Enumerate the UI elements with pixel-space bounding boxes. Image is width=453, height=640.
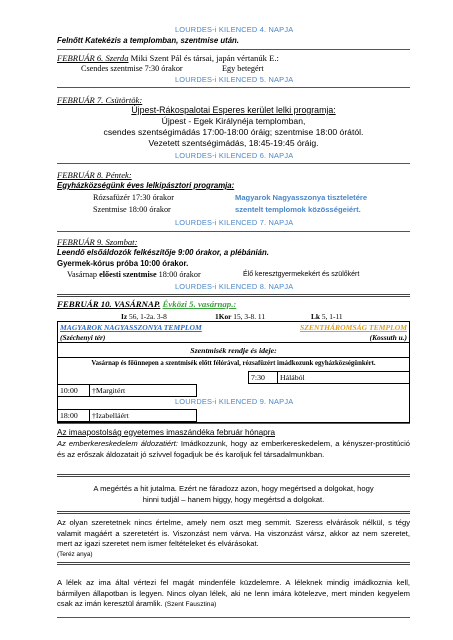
intention-cell: †Izabelláért [90, 410, 197, 422]
reading-3-ref: 5, 1-11 [320, 312, 343, 321]
feb8-heading: Egyházközségünk éves lelkipásztori programja: [57, 181, 235, 190]
schedule-title: Szentmisék rendje és ideje: [190, 346, 277, 355]
novena-day-7: LOURDES-i KILENCED 7. NAPJA [175, 218, 294, 227]
quote3-author: (Szent Fausztina) [164, 601, 217, 609]
novena-day-6: LOURDES-i KILENCED 6. NAPJA [175, 151, 294, 160]
rosary-note: Vasárnap és főünnepen a szentmisék előtt félórával, rózsafüzért imádkozunk egyházközségünkért. [91, 360, 376, 367]
feb9-intention: Élő keresztgyermekekért és szülőkért [243, 271, 360, 278]
church-left: MAGYAROK NAGYASSZONYA TEMPLOM [60, 323, 202, 332]
feb9-vigil-mass [67, 270, 201, 279]
feb9-vasarnap: Vasárnap [67, 270, 100, 279]
quote3-text [57, 578, 410, 611]
intention-cell: Hálából [278, 372, 410, 384]
intention-cell: †Margitért [90, 385, 197, 397]
divider [57, 87, 410, 88]
street-right: (Kossuth u.) [369, 333, 407, 342]
prayer-intention-label: Az emberkereskedelem áldozatiért: [57, 439, 178, 448]
quote2-text: Az olyan szeretetnek nincs értelme, amely nem oszt meg semmit. Szeress elvárások nélkül, s tégy valamit magáért a szeretetért is. Viszonzást nem várva. Ha viszonzást vársz, akkor az nem szeretet, mert az igazi szeretet nem ismer feltételeket és elvárásokat. [57, 518, 410, 549]
feb8-note1: Magyarok Nagyasszonya tiszteletére [235, 193, 368, 202]
divider [57, 231, 410, 232]
feb9-line2: Gyermek-kórus próba 10:00 órakor. [57, 259, 189, 268]
reading-2-ref: 15, 3-8. 11 [231, 312, 266, 321]
double-divider [57, 474, 410, 477]
novena-day-8: LOURDES-i KILENCED 8. NAPJA [175, 282, 294, 291]
feb10-evkozi: Évközi 5. vasárnap.: [162, 299, 237, 309]
quote3-body: A lélek az ima által vértezi fel magát mindenféle küzdelemre. A léleknek mindig imádkoznia kell, bármilyen állapotban is legyen. Nincs olyan lélek, aki ne lenn imára kötelezve, mert minden kegyelem csak az imán keresztül áramlik. [57, 578, 410, 609]
double-divider [57, 562, 410, 565]
reading-1-ref: 56, 1-2a. 3-8 [127, 312, 167, 321]
time-cell: 7:30 [249, 372, 278, 384]
feb7-line1: Újpest-Rákospalotai Esperes kerület lelki programja: [131, 105, 336, 115]
reading-1-book: Iz [121, 312, 128, 321]
divider [57, 163, 410, 164]
feb10-heading [57, 299, 236, 309]
feb7-date: FEBRUÁR 7. Csütörtök: [57, 95, 143, 105]
table-row [58, 385, 197, 397]
table-row [58, 410, 197, 422]
mass-times-table-2 [57, 384, 197, 397]
prayer-intention-text [57, 439, 410, 460]
feb6-intention: Egy betegért [222, 64, 264, 73]
novena-day-5: LOURDES-i KILENCED 5. NAPJA [175, 75, 294, 84]
feb7-line2: Újpest - Egek Királynéja templomban, [161, 116, 306, 126]
prayer-intention-title: Az imaapostolság egyetemes imaszándéka február hónapra [57, 428, 276, 437]
double-divider [57, 294, 410, 297]
reading-1 [121, 312, 167, 321]
reading-3-book: Lk [311, 312, 321, 321]
feb7-line3: csendes szentségimádás 17:00-18:00 óráig; szentmise 18:00 órától. [103, 127, 364, 137]
feb8-date: FEBRUÁR 8. Péntek: [57, 170, 132, 180]
reading-3 [311, 312, 343, 321]
feb8-mass: Szentmise 18:00 órakor [93, 205, 171, 214]
reading-2 [215, 312, 265, 321]
top-note: Felnőtt Katekézis a templomban, szentmise után. [57, 36, 239, 45]
feb9-date: FEBRUÁR 9. Szombat: [57, 237, 138, 247]
mass-times-table-3 [57, 409, 197, 422]
divider [57, 423, 410, 424]
feb9-eloesti: előesti szentmise [99, 270, 157, 279]
feb6-saint: Miki Szent Pál és társai, japán vértanúk E.: [128, 53, 279, 63]
prayer-intention-body: Imádkozzunk, hogy az emberkereskedelem, a kényszer-prostitúció és az erőszak áldozatait jó szívvel fogadjuk be és karoljuk fel társadalmunkban. [57, 439, 410, 459]
novena-day-4: LOURDES-i KILENCED 4. NAPJA [175, 25, 294, 34]
feb6-mass: Csendes szentmise 7:30 órakor [81, 64, 183, 73]
feb8-note2: szentelt templomok közösségeiért. [235, 205, 361, 214]
double-divider [57, 511, 410, 514]
feb8-rosary: Rózsafüzér 17:30 órakor [93, 193, 174, 202]
divider [57, 49, 410, 50]
church-right: SZENTHÁROMSÁG TEMPLOM [300, 323, 407, 332]
divider [57, 617, 410, 618]
table-row [58, 372, 410, 384]
feb6-date: FEBRUÁR 6. Szerda [57, 53, 129, 63]
time-cell: 18:00 [58, 410, 90, 422]
quote1-line1: A megértés a hit jutalma. Ezért ne fáradozz azon, hogy megértsed a dolgokat, hogy [93, 484, 374, 493]
quote2-author: (Teréz anya) [57, 551, 93, 558]
novena-day-9: LOURDES-i KILENCED 9. NAPJA [175, 397, 294, 406]
feb7-line4: Vezetett szentségimádás, 18:45-19:45 óráig. [148, 138, 319, 148]
reading-2-book: 1Kor [215, 312, 232, 321]
feb9-line1: Leendő elsőáldozók felkészítője 9:00 órakor, a plébánián. [57, 248, 269, 257]
time-cell: 10:00 [58, 385, 90, 397]
feb6-heading [57, 53, 279, 63]
street-left: (Széchenyi tér) [60, 333, 106, 342]
feb10-date: FEBRUÁR 10. VASÁRNAP. [57, 299, 161, 309]
feb9-time: 18:00 órakor [156, 270, 201, 279]
mass-times-table [57, 371, 410, 384]
quote1-line2: hinni tudjál – hanem higgy, hogy megértsd a dolgokat. [142, 495, 325, 504]
